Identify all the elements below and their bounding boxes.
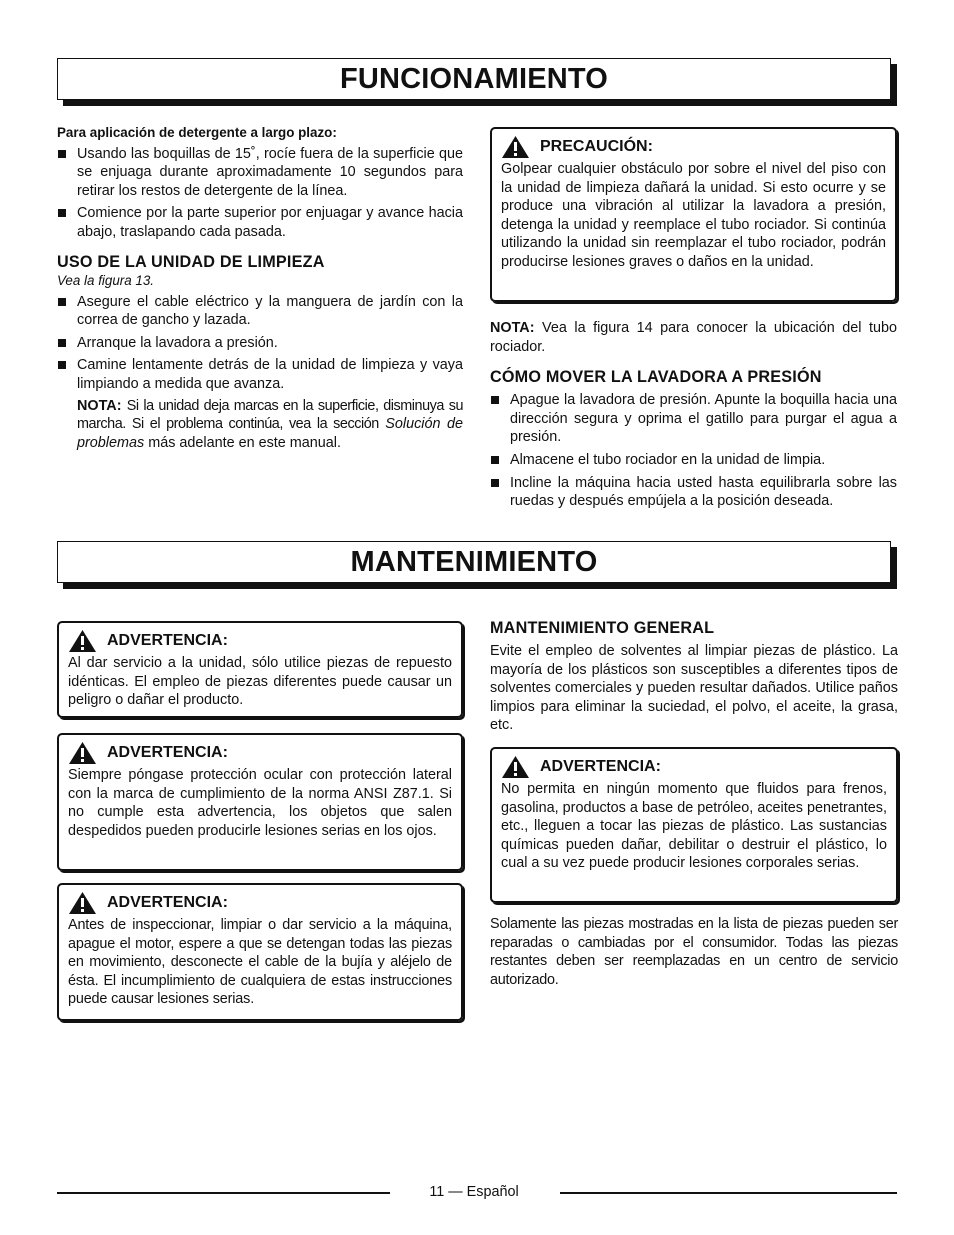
warning-title: ADVERTENCIA: [107, 893, 228, 911]
warning-box-parts [57, 621, 463, 718]
warning-header [68, 629, 452, 653]
note-text: Vea la figura 14 para conocer la ubicación del tubo rociador. [490, 320, 897, 355]
general-heading: MANTENIMIENTO GENERAL [490, 619, 715, 637]
section-title: FUNCIONAMIENTO [339, 62, 609, 95]
note-tube [490, 319, 897, 356]
cleaning-note [57, 397, 463, 453]
list-item: Comience por la parte superior por enjuagar y avance hacia abajo, traslapando cada pasada. [57, 204, 463, 241]
warning-title: ADVERTENCIA: [107, 631, 228, 649]
warning-title: ADVERTENCIA: [540, 757, 661, 775]
note-label: NOTA: [490, 320, 535, 336]
warning-text: Al dar servicio a la unidad, sólo utilice piezas de repuesto idénticas. El empleo de piezas diferentes puede causar un peligro o dañar el producto. [68, 655, 452, 709]
warning-title: ADVERTENCIA: [107, 743, 228, 761]
caution-header [501, 135, 886, 159]
move-heading: CÓMO MOVER LA LAVADORA A PRESIÓN [490, 368, 822, 387]
cleaning-heading: USO DE LA UNIDAD DE LIMPIEZA [57, 252, 325, 271]
detergent-list [57, 145, 463, 242]
move-list [490, 391, 897, 511]
figure-reference: Vea la figura 13. [57, 272, 155, 288]
list-item: Almacene el tubo rociador en la unidad de limpia. [490, 451, 897, 470]
list-item: Usando las boquillas de 15˚, rocíe fuera de la superficie que se enjuaga durante aproximadamente 10 segundos para retirar los restos de detergente de la línea. [57, 145, 463, 201]
warning-text: No permita en ningún momento que fluidos para frenos, gasolina, productos a base de petróleo, aceites penetrantes, etc., lleguen a tocar las piezas de plástico. Las sustancias químicas pueden dañar, debilitar o destruir el plástico, lo cual a su vez puede producir lesiones corporales serias. [501, 781, 887, 872]
list-item: Apague la lavadora de presión. Apunte la boquilla hacia una dirección segura y oprima el gatillo para purgar el agua a presión. [490, 391, 897, 447]
caution-box [490, 127, 897, 302]
warning-triangle-icon [68, 891, 97, 915]
page-number: 11 — Español [429, 1184, 519, 1200]
right-column-mantenimiento [490, 618, 898, 735]
parts-text: Solamente las piezas mostradas en la lista de piezas pueden ser reparadas o cambiadas por el consumidor. Todas las piezas restantes deben ser reemplazadas en un centro de servicio autorizado. [490, 916, 898, 988]
warning-header [68, 741, 452, 765]
footer-rule-right [560, 1192, 897, 1194]
list-item: Camine lentamente detrás de la unidad de limpieza y vaya limpiando a medida que avanza. [57, 356, 463, 393]
note-label: NOTA: [77, 397, 122, 414]
warning-triangle-icon [68, 741, 97, 765]
section-banner-funcionamiento [57, 58, 891, 100]
warning-box-inspection [57, 883, 463, 1021]
warning-header [68, 891, 452, 915]
left-column-funcionamiento [57, 124, 463, 452]
section-title: MANTENIMIENTO [350, 545, 598, 578]
list-item: Incline la máquina hacia usted hasta equilibrarla sobre las ruedas y después empújela a la posición deseada. [490, 474, 897, 511]
warning-header [501, 755, 887, 779]
footer-rule-left [57, 1192, 390, 1194]
section-banner-mantenimiento [57, 541, 891, 583]
warning-box-fluids [490, 747, 898, 903]
list-item: Asegure el cable eléctrico y la manguera de jardín con la correa de gancho y lazada. [57, 293, 463, 330]
note-text: Si la unidad deja marcas en la superficie, disminuya su marcha. Si el problema continúa, vea la sección [77, 397, 463, 433]
warning-text: Siempre póngase protección ocular con protección lateral con la marca de cumplimiento de la norma ANSI Z87.1. Si no cumple esta advertencia, los objetos que salen despedidos pueden producirle lesiones serias en los ojos. [68, 767, 452, 839]
parts-paragraph [490, 915, 898, 989]
caution-title: PRECAUCIÓN: [540, 137, 653, 155]
right-column-funcionamiento [490, 319, 897, 511]
caution-text: Golpear cualquier obstáculo por sobre el nivel del piso con la unidad de limpieza dañará la unidad. Si esto ocurre y se produce una vibración al utilizar la lavadora a presión, detenga la unidad y reemplace el tubo rociador. Si continúa utilizando la unidad sin reemplazar el tubo rociador, podrán producirse lesiones graves o daños en la unidad. [501, 161, 886, 270]
warning-triangle-icon [501, 755, 530, 779]
warning-box-eye-protection [57, 733, 463, 871]
warning-text: Antes de inspeccionar, limpiar o dar servicio a la máquina, apague el motor, espere a que se detengan todas las piezas en movimiento, desconecte el cable de la bujía y aléjelo de ésta. El incumplimiento de cualquiera de estas instrucciones puede causar lesiones serias. [68, 917, 452, 1008]
detergent-heading: Para aplicación de detergente a largo plazo: [57, 125, 337, 140]
general-text: Evite el empleo de solventes al limpiar piezas de plástico. La mayoría de los plásticos son susceptibles a diferentes tipos de solventes comerciales y pueden resultar dañados. Utilice paños limpios para eliminar la suciedad, el polvo, el aceite, la grasa, etc. [490, 643, 898, 734]
warning-triangle-icon [501, 135, 530, 159]
note-end: más adelante en este manual. [148, 434, 342, 451]
warning-triangle-icon [68, 629, 97, 653]
cleaning-list [57, 293, 463, 394]
note-italic: Solución de problemas [77, 416, 463, 451]
list-item: Arranque la lavadora a presión. [57, 334, 463, 353]
